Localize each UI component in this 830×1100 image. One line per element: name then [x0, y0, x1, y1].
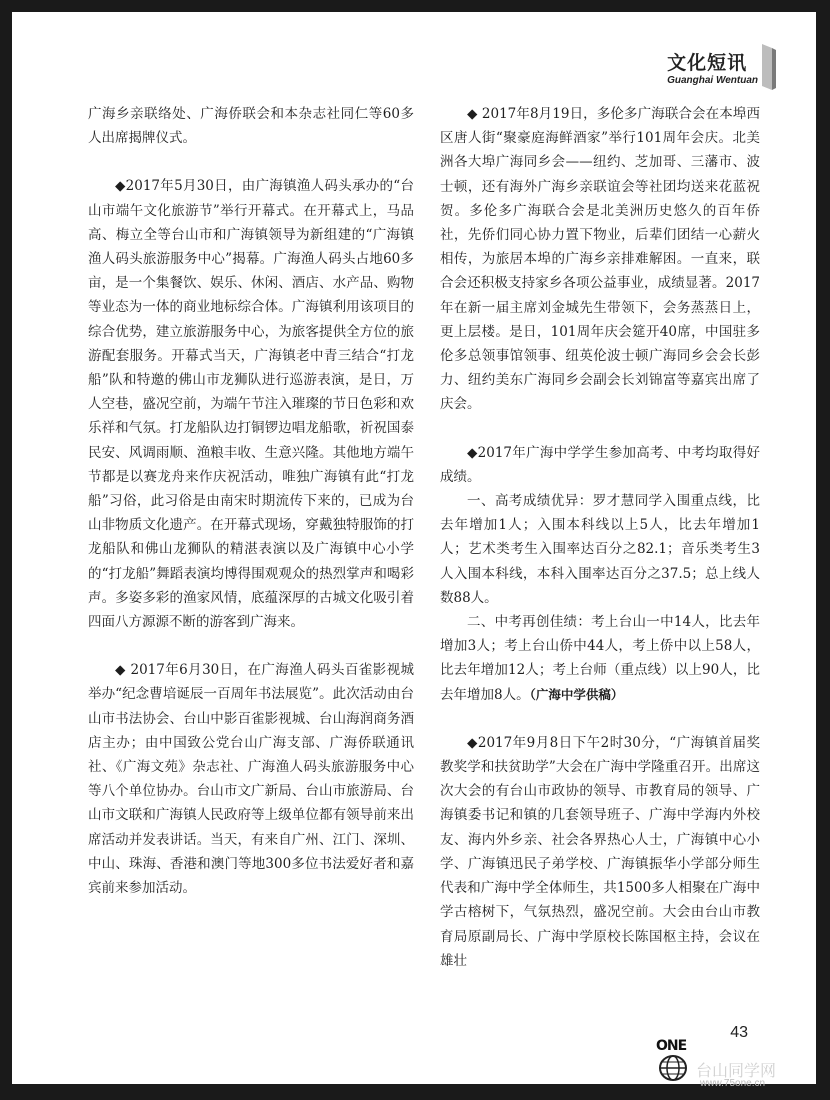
section-subtitle: Guanghai Wentuan	[667, 75, 758, 86]
globe-icon	[658, 1054, 688, 1082]
page-number: 43	[730, 1024, 748, 1041]
header-bookmark-icon	[762, 44, 776, 90]
section-title: 文化短讯	[667, 52, 748, 74]
left-column	[88, 102, 414, 900]
site-watermark	[656, 1038, 816, 1096]
right-column	[440, 102, 760, 973]
article-text: 二、中考再创佳绩：考上台山一中14人，比去年增加3人；考上台山侨中44人，考上侨中以上58人，比去年增加12人；考上台师（重点线）以上90人，比去年增加8人。	[440, 614, 760, 703]
watermark-url: www.75one.cn	[700, 1078, 766, 1089]
watermark-site-name: 台山同学网	[696, 1061, 777, 1080]
magazine-page	[12, 12, 816, 1084]
section-header	[667, 48, 758, 86]
article-paragraph: 广海乡亲联络处、广海侨联会和本杂志社同仁等60多人出席揭牌仪式。	[88, 106, 414, 147]
article-paragraph: 一、高考成绩优异：罗才慧同学入围重点线，比去年增加1人；入围本科线以上5人，比去年增加1人；艺术类考生入围率达百分之82.1；音乐类考生3人入围本科线，本科入围率达百分之37.5；总上线人数88人。	[440, 493, 760, 606]
article-paragraph	[440, 610, 760, 707]
article-paragraph: ◆2017年5月30日，由广海镇渔人码头承办的“台山市端午文化旅游节”举行开幕式。在开幕式上，马品高、梅立全等台山市和广海镇领导为新组建的“广海镇渔人码头旅游服务中心”揭幕。广海渔人码头占地60多亩，是一个集餐饮、娱乐、休闲、酒店、水产品、购物等业态为一体的商业地标综合体。广海镇利用该项目的综合优势，建立旅游服务中心，为旅客提供全方位的旅游配套服务。开幕式当天，广海镇老中青三结合“打龙船”队和特邀的佛山市龙狮队进行巡游表演，是日，万人空巷，盛况空前，为端午节注入璀璨的节日色彩和欢乐祥和气氛。打龙船队边打铜锣边唱龙船歌，祈祝国泰民安、风调雨顺、渔粮丰收、生意兴隆。其他地方端午节都是以赛龙舟来作庆祝活动，唯独广海镇有此“打龙船”习俗，此习俗是由南宋时期流传下来的，已成为台山非物质文化遗产。在开幕式现场，穿戴独特服饰的打龙船队和佛山龙狮队的精湛表演以及广海镇中心小学的“打龙船”舞蹈表演均博得围观观众的热烈掌声和喝彩声。多姿多彩的渔家风情，底蕴深厚的古城文化吸引着四面八方源源不断的游客到广海来。	[88, 178, 414, 631]
article-paragraph: ◆2017年9月8日下午2时30分，“广海镇首届奖教奖学和扶贫助学”大会在广海中学隆重召开。出席这次大会的有台山市政协的领导、市教育局的领导、广海镇委书记和镇的几套领导班子、广海中学海内外校友、海内外乡亲、社会各界热心人士，广海镇中心小学、广海镇迅民子弟学校、广海镇振华小学部分师生代表和广海中学全体师生，共1500多人相聚在广海中学古榕树下，气氛热烈，盛况空前。大会由台山市教育局原副局长、广海中学原校长陈国枢主持，会议在雄壮	[440, 734, 760, 969]
article-paragraph: ◆ 2017年6月30日，在广海渔人码头百雀影视城举办“纪念曹培诞辰一百周年书法展览”。此次活动由台山市书法协会、台山中影百雀影视城、台山海润商务酒店主办；由中国致公党台山广海支部、广海侨联通讯社、《广海文苑》杂志社、广海渔人码头旅游服务中心等八个单位协办。台山市文广新局、台山市旅游局、台山市文联和广海镇人民政府等上级单位都有领导前来出席活动并发表讲话。当天，有来自广州、江门、深圳、中山、珠海、香港和澳门等地300多位书法爱好者和嘉宾前来参加活动。	[88, 662, 414, 897]
article-credit: （广海中学供稿）	[529, 686, 624, 702]
article-paragraph: ◆2017年广海中学学生参加高考、中考均取得好成绩。	[440, 444, 760, 485]
article-paragraph: ◆ 2017年8月19日，多伦多广海联合会在本埠西区唐人街“聚豪庭海鲜酒家”举行101周年会庆。北美洲各大埠广海同乡会——纽约、芝加哥、三藩市、波士顿，还有海外广海乡亲联谊会等社团均送来花蓝祝贺。多伦多广海联合会是北美洲历史悠久的百年侨社，先侨们同心协力置下物业，后辈们团结一心薪火相传，为旅居本埠的广海乡亲排难解困。一直来，联合会还积极支持家乡各项公益事业，成绩显著。2017年在新一届主席刘金城先生带领下，会务蒸蒸日上，更上层楼。是日，101周年庆会筵开40席，中国驻多伦多总领事馆领事、纽英伦波士顿广海同乡会会长彭力、纽约美东广海同乡会副会长刘锦富等嘉宾出席了庆会。	[440, 106, 760, 413]
watermark-logo-text: ONE	[656, 1038, 687, 1054]
